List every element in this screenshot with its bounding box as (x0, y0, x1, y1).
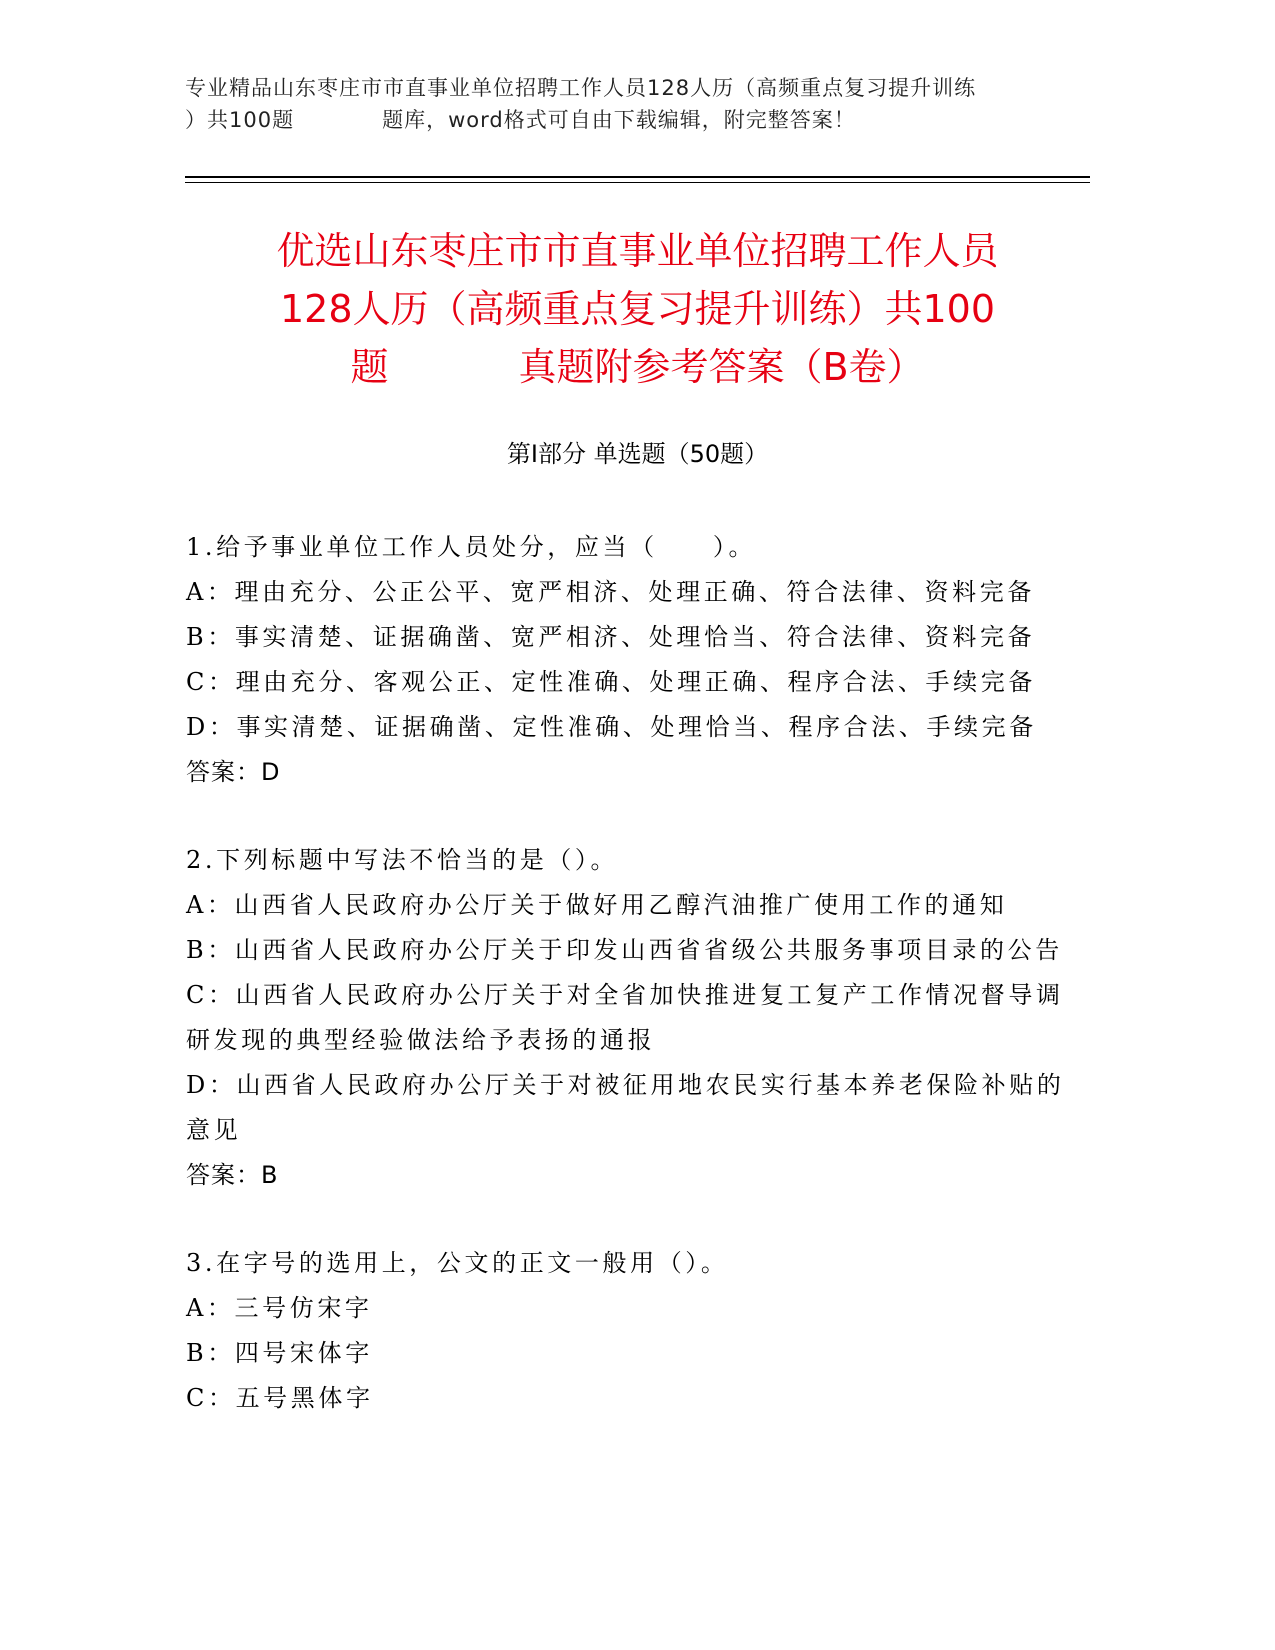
option-d: D：事实清楚、证据确凿、定性准确、处理恰当、程序合法、手续完备 (186, 713, 1037, 741)
option-b: B：山西省人民政府办公厅关于印发山西省省级公共服务事项目录的公告 (186, 936, 1063, 964)
option-a: A：山西省人民政府办公厅关于做好用乙醇汽油推广使用工作的通知 (186, 891, 1008, 919)
question-stem: 3.在字号的选用上，公文的正文一般用（）。 (186, 1249, 729, 1277)
title-line-3 (170, 338, 1105, 396)
title-line-3-end: 真题附参考答案（B卷） (518, 345, 925, 389)
option-a: A：理由充分、公正公平、宽严相济、处理正确、符合法律、资料完备 (186, 578, 1035, 606)
question-list (186, 525, 1076, 1464)
title-line-3-start: 题 (350, 345, 389, 389)
section-heading: 第Ⅰ部分 单选题（50题） (506, 440, 769, 468)
answer: 答案：B (186, 1161, 279, 1189)
question-2 (186, 838, 1076, 1198)
question-3 (186, 1241, 1076, 1421)
question-stem: 2.下列标题中写法不恰当的是（）。 (186, 846, 619, 874)
header-line-1: 专业精品山东枣庄市市直事业单位招聘工作人员128人历（高频重点复习提升训练 (185, 76, 977, 100)
header-line-2: ）共100题 题库，word格式可自由下载编辑，附完整答案！ (185, 108, 856, 132)
option-b: B：四号宋体字 (186, 1339, 373, 1367)
page-header (185, 72, 1090, 136)
option-c: C：五号黑体字 (186, 1384, 374, 1412)
header-divider-thin (185, 182, 1090, 183)
document-title (170, 222, 1105, 396)
title-line-2: 128人历（高频重点复习提升训练）共100 (279, 287, 996, 331)
title-line-1: 优选山东枣庄市市直事业单位招聘工作人员 (276, 229, 999, 273)
option-a: A：三号仿宋字 (186, 1294, 373, 1322)
header-divider-thick (185, 176, 1090, 178)
option-c: C：山西省人民政府办公厅关于对全省加快推进复工复产工作情况督导调研发现的典型经验做法给予表扬的通报 (186, 981, 1064, 1054)
question-stem: 1.给予事业单位工作人员处分，应当（ ）。 (186, 533, 757, 561)
option-d: D：山西省人民政府办公厅关于对被征用地农民实行基本养老保险补贴的意见 (186, 1071, 1065, 1144)
answer: 答案：D (186, 758, 281, 786)
option-c: C：理由充分、客观公正、定性准确、处理正确、程序合法、手续完备 (186, 668, 1036, 696)
question-1 (186, 525, 1076, 795)
option-b: B：事实清楚、证据确凿、宽严相济、处理恰当、符合法律、资料完备 (186, 623, 1036, 651)
